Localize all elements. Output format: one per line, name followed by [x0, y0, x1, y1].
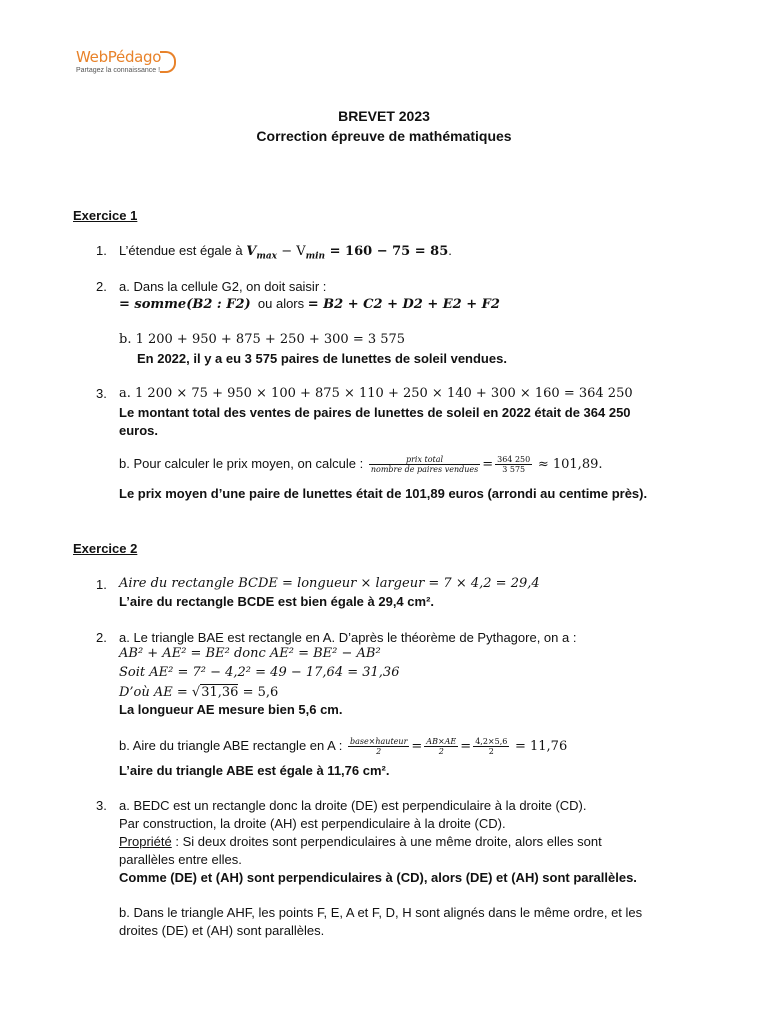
ex2-q2-b-text: b. Aire du triangle ABE rectangle en A :: [119, 737, 343, 753]
logo: [76, 48, 161, 74]
ex2-q3-b-2: droites (DE) et (AH) sont parallèles.: [119, 923, 325, 938]
ex2-q2-b-result: = 11,76: [514, 738, 568, 754]
ex1-q2-formula-2: = B2 + C2 + D2 + E2 + F2: [307, 297, 500, 312]
ex1-q3-a-answer-1: Le montant total des ventes de paires de lunettes de soleil en 2022 était de 364 250: [119, 405, 631, 420]
ex2-q1-math: Aire du rectangle BCDE = longueur × largeur = 7 × 4,2 = 29,4: [119, 576, 540, 591]
ex2-frac3-denominator: 2: [488, 747, 494, 756]
ex2-q2-b-fraction-2: [424, 737, 458, 756]
ex1-q3-a: a. 1 200 × 75 + 950 × 100 + 875 × 110 + 250 × 140 + 300 × 160 = 364 250: [119, 386, 633, 401]
ex1-frac1-denominator: nombre de paires vendues: [370, 465, 479, 474]
ex1-q3-b-answer: Le prix moyen d’une paire de lunettes était de 101,89 euros (arrondi au centime près).: [119, 486, 648, 501]
ex1-q1-minus: − V: [277, 244, 306, 259]
ex1-q3-a-answer-2: euros.: [119, 423, 159, 438]
ex2-q3-a-4: parallèles entre elles.: [119, 852, 242, 867]
ex2-frac2-denominator: 2: [438, 747, 444, 756]
ex1-frac2-denominator: 3 575: [502, 465, 526, 474]
ex1-q1-min-sub: min: [305, 251, 326, 262]
ex2-q3-property-text: : Si deux droites sont perpendiculaires à une même droite, alors elles sont: [171, 834, 602, 849]
ex1-q1-max-sub: max: [256, 251, 278, 262]
ex1-q3-b-fraction-1: [369, 455, 480, 474]
ex2-frac1-numerator: base×hauteur: [349, 737, 408, 746]
ex1-q3-b-text: b. Pour calculer le prix moyen, on calcule :: [119, 455, 364, 471]
logo-tagline: Partagez la connaissance !: [76, 67, 161, 74]
ex1-q1-number: 1.: [96, 243, 107, 258]
ex2-q2-a: a. Le triangle BAE est rectangle en A. D’après le théorème de Pythagore, on a :: [119, 630, 577, 645]
logo-name: WebPédago: [76, 48, 162, 66]
ex2-q1-number: 1.: [96, 577, 107, 592]
page-subtitle: Correction épreuve de mathématiques: [256, 128, 512, 144]
page-title: BREVET 2023: [338, 108, 430, 124]
ex2-q2-a-answer: La longueur AE mesure bien 5,6 cm.: [119, 702, 343, 717]
ex2-q3-a-1: a. BEDC est un rectangle donc la droite (DE) est perpendiculaire à la droite (CD).: [119, 798, 587, 813]
ex2-frac1-denominator: 2: [376, 747, 382, 756]
ex1-q1-vmax: V: [246, 244, 257, 259]
ex2-q2-b-fraction-1: [348, 737, 409, 756]
ex2-frac3-numerator: 4,2×5,6: [475, 737, 508, 746]
ex2-q1-answer: L’aire du rectangle BCDE est bien égale à 29,4 cm².: [119, 594, 435, 609]
ex2-frac2-numerator: AB×AE: [426, 737, 457, 746]
ex1-q2-b: b. 1 200 + 950 + 875 + 250 + 300 = 3 575: [119, 332, 406, 347]
ex1-q3-b-fraction-2: [495, 455, 532, 474]
ex2-q3-number: 3.: [96, 798, 107, 813]
ex2-q3-a-2: Par construction, la droite (AH) est perpendiculaire à la droite (CD).: [119, 816, 506, 831]
ex2-q2-line-2: Soit AE² = 7² − 4,2² = 49 − 17,64 = 31,36: [119, 665, 400, 680]
ex2-q3-property-label: Propriété: [119, 834, 172, 849]
ex1-q2-a: a. Dans la cellule G2, on doit saisir :: [119, 279, 327, 294]
ex1-q3-number: 3.: [96, 386, 107, 401]
ex2-q2-b-fraction-3: [473, 737, 509, 756]
ex1-q2-b-answer: En 2022, il y a eu 3 575 paires de lunettes de soleil vendues.: [137, 351, 507, 366]
ex1-q3-b-result: ≈ 101,89.: [537, 456, 603, 472]
ex1-q1-text: L’étendue est égale à: [119, 243, 243, 258]
ex2-q2-b-line: b. Aire du triangle ABE rectangle en A : $\frac{\text{base×hauteur}}{2}$ = $\frac{AB\times AE}{2}$ = $\frac{4,2\times 5,6}{2}$ = 11,76: [119, 737, 568, 756]
ex2-q2-number: 2.: [96, 630, 107, 645]
ex1-frac2-numerator: 364 250: [497, 455, 531, 464]
ex2-q3-b-1: b. Dans le triangle AHF, les points F, E, A et F, D, H sont alignés dans le même ordre, et les: [119, 905, 643, 920]
ex2-q2-line-1: AB² + AE² = BE² donc AE² = BE² − AB²: [119, 646, 381, 661]
exercise-1-heading: Exercice 1: [73, 208, 138, 223]
ex2-q2-line-3: [119, 684, 278, 700]
ex1-q3-b-line: b. Pour calculer le prix moyen, on calcule : $\frac{\text{prix total}}{\text{nombre de paires vendues}}$ = $\frac{364 250}{3 575}$ ≈ 101,89.: [119, 455, 603, 474]
exercise-2-heading: Exercice 2: [73, 541, 138, 556]
ex1-q2-formula-1: = somme(B2 : F2): [119, 297, 251, 312]
ex1-q2-or: ou alors: [257, 296, 305, 311]
ex1-q2-number: 2.: [96, 279, 107, 294]
ex2-q2-sqrt-prefix: D’où AE = √: [119, 685, 201, 700]
ex1-q1-line: L’étendue est égale à $V_{max} - V_{min} = 160 - 75 = 85$.: [119, 243, 452, 262]
ex2-q2-sqrt-radicand: 31,36: [201, 685, 239, 700]
ex2-q3-a-answer: Comme (DE) et (AH) sont perpendiculaires à (CD), alors (DE) et (AH) sont parallèles.: [119, 870, 637, 885]
ex2-q2-b-answer: L’aire du triangle ABE est égale à 11,76 cm².: [119, 763, 390, 778]
ex1-q2-formulas: [119, 296, 500, 312]
speech-bubble-icon: [160, 51, 176, 73]
ex1-frac1-numerator: prix total: [369, 455, 480, 465]
ex1-q1-result: = 160 − 75 = 85: [325, 244, 449, 259]
ex2-q2-sqrt-result: = 5,6: [238, 685, 279, 700]
ex2-q3-a-3: [119, 834, 602, 849]
